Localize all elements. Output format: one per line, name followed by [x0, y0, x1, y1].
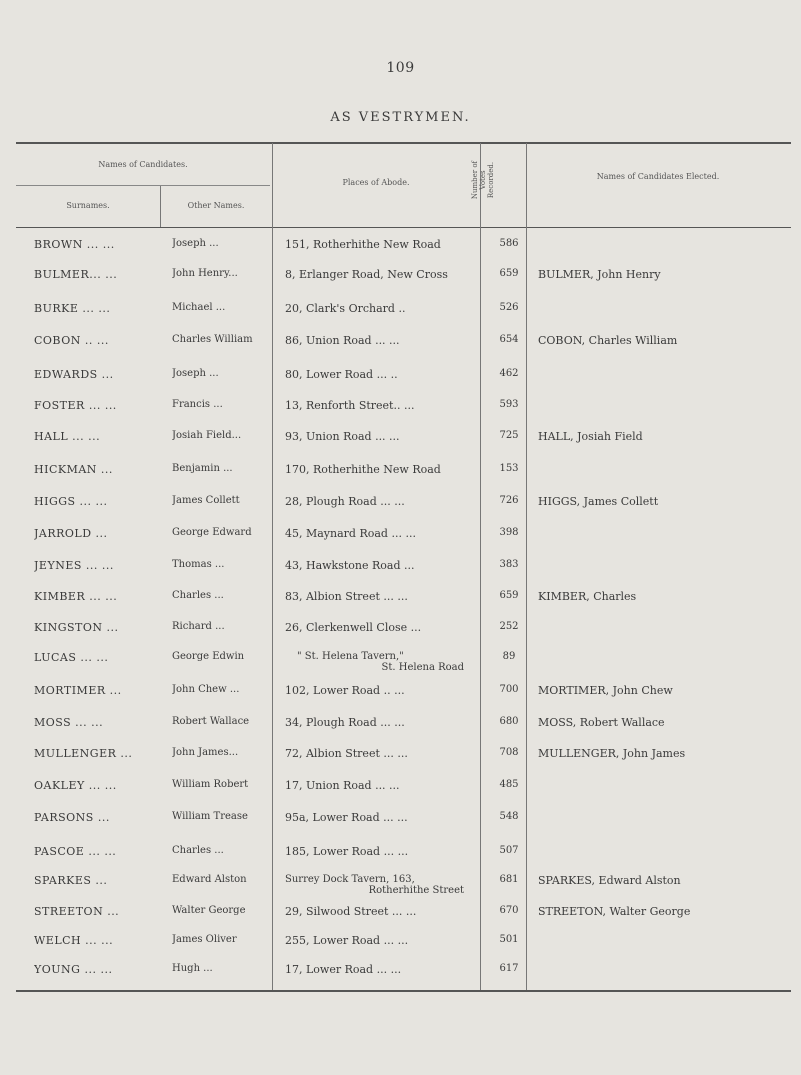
- table-row: [0, 590, 801, 620]
- votes-recorded: 501: [499, 934, 519, 945]
- table-row: [0, 684, 801, 714]
- other-names: George Edward: [172, 527, 252, 538]
- place-of-abode: 93, Union Road ... ...: [285, 430, 400, 443]
- other-names: Michael ...: [172, 302, 226, 313]
- subheader-rule: [16, 185, 270, 186]
- votes-recorded: 593: [499, 399, 519, 410]
- place-of-abode: 17, Union Road ... ...: [285, 779, 400, 792]
- surname: STREETON ...: [34, 905, 120, 918]
- candidate-elected: KIMBER, Charles: [538, 590, 637, 603]
- other-names: Hugh ...: [172, 963, 213, 974]
- surname: EDWARDS ...: [34, 368, 114, 381]
- table-row: [0, 463, 801, 493]
- place-of-abode: 17, Lower Road ... ...: [285, 963, 402, 976]
- other-names: Francis ...: [172, 399, 223, 410]
- other-names: Walter George: [172, 905, 246, 916]
- votes-recorded: 153: [499, 463, 519, 474]
- table-row: [0, 527, 801, 557]
- page-number: 109: [386, 60, 415, 76]
- votes-recorded: 586: [499, 238, 519, 249]
- place-of-abode: [285, 874, 480, 904]
- other-names: James Oliver: [172, 934, 237, 945]
- table-row: [0, 495, 801, 525]
- surname: LUCAS ... ...: [34, 651, 109, 664]
- table-row: [0, 238, 801, 268]
- surname: HIGGS ... ...: [34, 495, 108, 508]
- other-names: Robert Wallace: [172, 716, 250, 727]
- table-row: [0, 621, 801, 651]
- votes-recorded: 659: [499, 268, 519, 279]
- table-row: [0, 779, 801, 809]
- votes-recorded: 680: [499, 716, 519, 727]
- place-of-abode: 86, Union Road ... ...: [285, 334, 400, 347]
- votes-recorded: 462: [499, 368, 519, 379]
- surname: PASCOE ... ...: [34, 845, 117, 858]
- place-of-abode: 72, Albion Street ... ...: [285, 747, 408, 760]
- place-of-abode: 8, Erlanger Road, New Cross: [285, 268, 448, 281]
- place-of-abode: 13, Renforth Street.. ...: [285, 399, 415, 412]
- header-other-names: Other Names.: [187, 201, 245, 210]
- table-row: [0, 334, 801, 364]
- table-row: [0, 302, 801, 332]
- place-of-abode: 26, Clerkenwell Close ...: [285, 621, 422, 634]
- place-of-abode: 83, Albion Street ... ...: [285, 590, 408, 603]
- surname: HICKMAN ...: [34, 463, 113, 476]
- surname: HALL ... ...: [34, 430, 101, 443]
- votes-recorded: 725: [499, 430, 519, 441]
- abode-line-1: Surrey Dock Tavern, 163,: [285, 874, 415, 885]
- other-names: Charles William: [172, 334, 253, 345]
- other-names: Joseph ...: [172, 238, 219, 249]
- place-of-abode: 29, Silwood Street ... ...: [285, 905, 417, 918]
- other-names: Edward Alston: [172, 874, 247, 885]
- table-row: [0, 934, 801, 964]
- other-names: Josiah Field...: [172, 430, 242, 441]
- place-of-abode: 151, Rotherhithe New Road: [285, 238, 441, 251]
- surname: MOSS ... ...: [34, 716, 104, 729]
- surname: BROWN ... ...: [34, 238, 115, 251]
- place-of-abode: 80, Lower Road ... ..: [285, 368, 398, 381]
- header-places-of-abode: Places of Abode.: [342, 178, 410, 187]
- table-row: [0, 716, 801, 746]
- other-names: Charles ...: [172, 590, 224, 601]
- votes-recorded: 617: [499, 963, 519, 974]
- votes-recorded: 548: [499, 811, 519, 822]
- candidate-elected: STREETON, Walter George: [538, 905, 691, 918]
- other-names: John Henry...: [172, 268, 238, 279]
- votes-recorded: 383: [499, 559, 519, 570]
- other-names: John James...: [172, 747, 239, 758]
- place-of-abode: 95a, Lower Road ... ...: [285, 811, 408, 824]
- table-row: [0, 905, 801, 935]
- abode-line-2: Rotherhithe Street: [368, 885, 464, 896]
- header-surnames: Surnames.: [66, 201, 110, 210]
- votes-recorded: 89: [502, 651, 516, 662]
- other-names: Charles ...: [172, 845, 224, 856]
- surname: YOUNG ... ...: [34, 963, 113, 976]
- table-row: [0, 430, 801, 460]
- votes-recorded: 726: [499, 495, 519, 506]
- votes-recorded: 485: [499, 779, 519, 790]
- votes-recorded: 654: [499, 334, 519, 345]
- surname: OAKLEY ... ...: [34, 779, 117, 792]
- page-title: AS VESTRYMEN.: [330, 110, 471, 125]
- surname: MORTIMER ...: [34, 684, 122, 697]
- place-of-abode: 28, Plough Road ... ...: [285, 495, 405, 508]
- surname: SPARKES ...: [34, 874, 108, 887]
- candidate-elected: MORTIMER, John Chew: [538, 684, 673, 697]
- table-row: [0, 559, 801, 589]
- table-row: [0, 845, 801, 875]
- table-row: [0, 963, 801, 993]
- table-row: [0, 811, 801, 841]
- candidate-elected: MULLENGER, John James: [538, 747, 686, 760]
- place-of-abode: 102, Lower Road .. ...: [285, 684, 405, 697]
- header-names-of-candidates: Names of Candidates.: [98, 160, 188, 169]
- surname: WELCH ... ...: [34, 934, 114, 947]
- votes-recorded: 681: [499, 874, 519, 885]
- candidate-elected: BULMER, John Henry: [538, 268, 661, 281]
- other-names: Joseph ...: [172, 368, 219, 379]
- surname: BURKE ... ...: [34, 302, 111, 315]
- abode-line-1: " St. Helena Tavern,": [297, 651, 404, 662]
- candidate-elected: HIGGS, James Collett: [538, 495, 659, 508]
- votes-recorded: 507: [499, 845, 519, 856]
- surname: JARROLD ...: [34, 527, 108, 540]
- place-of-abode: 34, Plough Road ... ...: [285, 716, 405, 729]
- surname: MULLENGER ...: [34, 747, 133, 760]
- votes-recorded: 700: [499, 684, 519, 695]
- candidate-elected: COBON, Charles William: [538, 334, 678, 347]
- candidate-elected: SPARKES, Edward Alston: [538, 874, 681, 887]
- place-of-abode: 170, Rotherhithe New Road: [285, 463, 441, 476]
- other-names: William Trease: [172, 811, 248, 822]
- table-top-rule: [16, 142, 791, 144]
- surname: BULMER... ...: [34, 268, 118, 281]
- place-of-abode: [285, 651, 480, 681]
- abode-line-2: St. Helena Road: [381, 662, 464, 673]
- surname: FOSTER ... ...: [34, 399, 117, 412]
- surname: JEYNES ... ...: [34, 559, 114, 572]
- table-row: [0, 399, 801, 429]
- votes-recorded: 670: [499, 905, 519, 916]
- surname: KINGSTON ...: [34, 621, 119, 634]
- header-candidates-elected: Names of Candidates Elected.: [596, 172, 720, 181]
- header-votes-recorded: Number of Votes Recorded.: [471, 160, 495, 200]
- other-names: George Edwin: [172, 651, 245, 662]
- other-names: Richard ...: [172, 621, 225, 632]
- votes-recorded: 252: [499, 621, 519, 632]
- candidate-elected: MOSS, Robert Wallace: [538, 716, 665, 729]
- other-names: John Chew ...: [172, 684, 240, 695]
- header-bottom-rule: [16, 227, 791, 228]
- other-names: Thomas ...: [172, 559, 225, 570]
- place-of-abode: 255, Lower Road ... ...: [285, 934, 409, 947]
- other-names: William Robert: [172, 779, 249, 790]
- table-row: [0, 747, 801, 777]
- surname: COBON .. ...: [34, 334, 109, 347]
- table-row: [0, 268, 801, 298]
- other-names: James Collett: [172, 495, 240, 506]
- table-row: [0, 368, 801, 398]
- table-row: [0, 874, 801, 908]
- surname: KIMBER ... ...: [34, 590, 118, 603]
- votes-recorded: 659: [499, 590, 519, 601]
- other-names: Benjamin ...: [172, 463, 233, 474]
- place-of-abode: 43, Hawkstone Road ...: [285, 559, 415, 572]
- place-of-abode: 20, Clark's Orchard ..: [285, 302, 406, 315]
- surname: PARSONS ...: [34, 811, 110, 824]
- votes-recorded: 398: [499, 527, 519, 538]
- votes-recorded: 708: [499, 747, 519, 758]
- table-row: [0, 651, 801, 687]
- votes-recorded: 526: [499, 302, 519, 313]
- place-of-abode: 185, Lower Road ... ...: [285, 845, 409, 858]
- place-of-abode: 45, Maynard Road ... ...: [285, 527, 416, 540]
- candidate-elected: HALL, Josiah Field: [538, 430, 643, 443]
